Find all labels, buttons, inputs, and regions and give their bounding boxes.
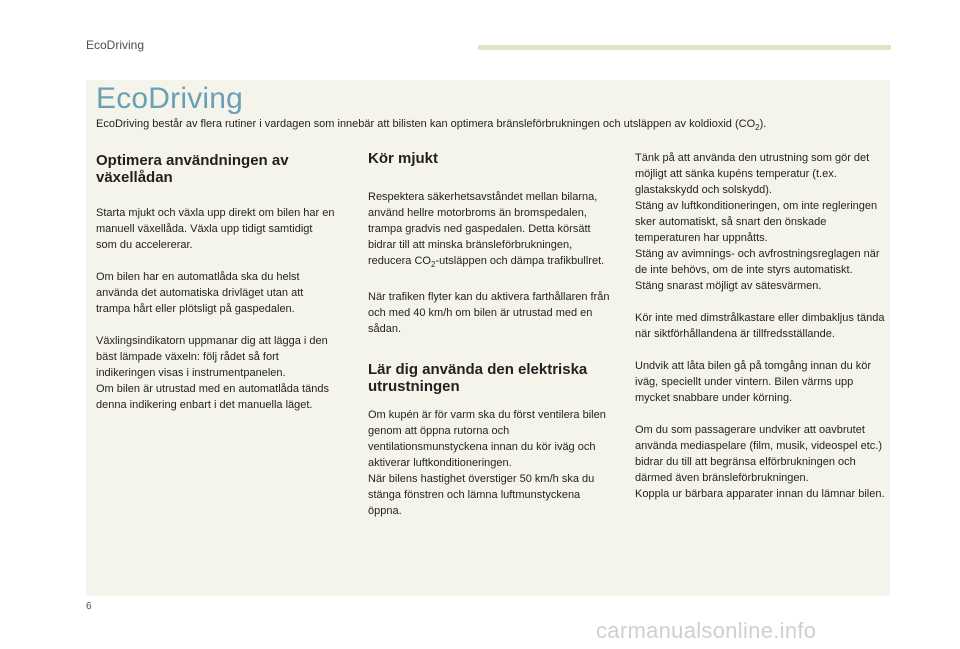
paragraph-safety-distance: [368, 189, 610, 273]
paragraph-safety-distance-main: Respektera säkerhetsavståndet mellan bilarna, använd hellre motorbroms än bromspedalen, trampa gradvis ned gaspedalen. Detta körsätt bidrar till att minska bränsleförbrukningen, reducera CO: [368, 191, 598, 267]
paragraph-ventilate: Om kupén är för varm ska du först ventilera bilen genom att öppna rutorna och ventilationsmunstyckena innan du kör iväg och aktiverar luftkonditioneringen.: [368, 409, 606, 470]
paragraph-fog-lights: Kör inte med dimstrålkastare eller dimbakljus tända när siktförhållandena är tillfredsställande.: [635, 312, 885, 340]
column-drive-smoothly: [368, 150, 610, 519]
paragraph-portable-devices: Koppla ur bärbara apparater innan du lämnar bilen.: [635, 488, 885, 500]
watermark: carmanualsonline.info: [596, 618, 817, 643]
intro-main: EcoDriving består av flera rutiner i vardagen som innebär att bilisten kan optimera bränsleförbrukningen och utsläppen av koldioxid (CO: [96, 118, 756, 130]
paragraph-close-windows: När bilens hastighet överstiger 50 km/h ska du stänga fönstren och lämna luftmunstyckena öppna.: [368, 473, 595, 518]
column-equipment-tips: [635, 150, 885, 502]
co2-subscript: 2: [430, 260, 436, 270]
running-head-title: EcoDriving: [86, 38, 145, 52]
paragraph-seat-heating: Stäng snarast möjligt av sätesvärmen.: [635, 280, 822, 292]
page-number: 6: [86, 601, 92, 612]
page-title: EcoDriving: [96, 82, 244, 115]
paragraph-safety-distance-end: -utsläppen och dämpa trafikbullret.: [435, 255, 605, 267]
paragraph-automatic-gearbox: Om bilen har en automatlåda ska du helst använda det automatiska drivläget utan att trampa hårt eller plötsligt på gaspedalen.: [96, 271, 304, 315]
intro-end: ).: [759, 118, 767, 130]
paragraph-shift-indicator: Växlingsindikatorn uppmanar dig att lägga i den bäst lämpade växeln: följ rådet så fort indikeringen visas i instrumentpanelen.: [96, 335, 328, 379]
paragraph-cruise-control: När trafiken flyter kan du aktivera farthållaren från och med 40 km/h om bilen är utrustad med en sådan.: [368, 291, 610, 336]
paragraph-manual-gearbox: Starta mjukt och växla upp direkt om bilen har en manuell växellåda. Växla upp tidigt samtidigt som du accelererar.: [96, 207, 335, 251]
paragraph-air-conditioning: Stäng av luftkonditioneringen, om inte regleringen sker automatiskt, så snart den önskade temperaturen har uppnåtts.: [635, 200, 878, 244]
paragraph-cooling-equipment: Tänk på att använda den utrustning som gör det möjligt att sänka kupéns temperatur (t.ex. glastakskydd och solskydd).: [635, 152, 870, 196]
column-gearbox: [96, 152, 336, 413]
intro-subscript: 2: [755, 123, 760, 133]
heading-gearbox: Optimera användningen av växellådan: [96, 152, 289, 186]
header-rule: [478, 45, 891, 50]
paragraph-shift-indicator-auto: Om bilen är utrustad med en automatlåda tänds denna indikering enbart i det manuella läget.: [96, 383, 329, 411]
heading-drive-smoothly: Kör mjukt: [368, 150, 439, 167]
intro-text: [96, 117, 886, 135]
paragraph-idling: Undvik att låta bilen gå på tomgång innan du kör iväg, speciellt under vintern. Bilen värms upp mycket snabbare under körning.: [635, 360, 872, 404]
heading-electrical-equipment: Lär dig använda den elektriska utrustningen: [368, 361, 588, 396]
paragraph-defrost: Stäng av avimnings- och avfrostningsreglagen när de inte behövs, om de inte styrs automatiskt.: [635, 248, 880, 276]
paragraph-media-players: Om du som passagerare undviker att oavbrutet använda mediaspelare (film, musik, videospel etc.) bidrar du till att begränsa elförbrukningen och därmed även bränsleförbrukningen.: [635, 424, 883, 484]
